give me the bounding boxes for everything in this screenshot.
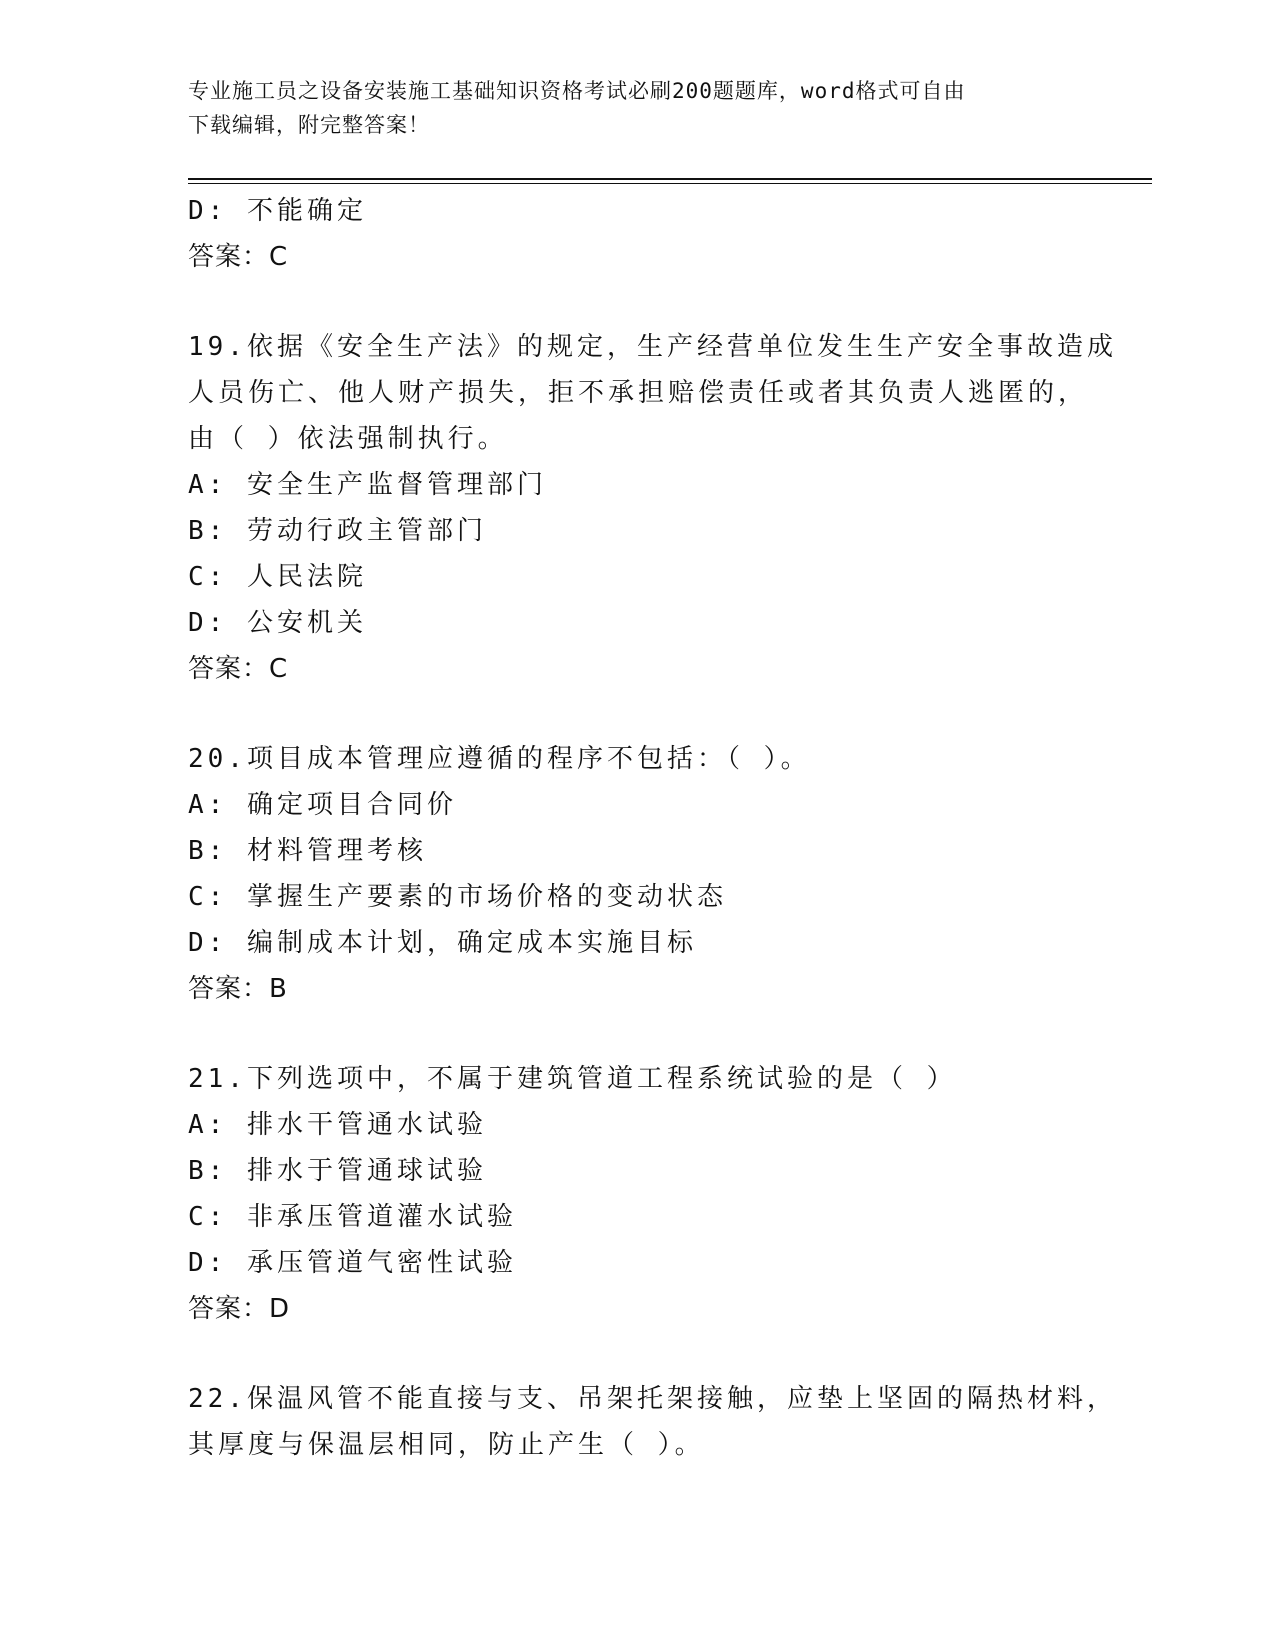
option-c: C: 掌握生产要素的市场价格的变动状态 (188, 882, 727, 912)
question-text: 21.下列选项中，不属于建筑管道工程系统试验的是（ ） (188, 1064, 957, 1094)
document-header (188, 74, 1068, 142)
header-divider-thin (188, 183, 1152, 184)
spacer (188, 1332, 1118, 1376)
question-21 (188, 1056, 1118, 1332)
option-b: B: 劳动行政主管部门 (188, 516, 487, 546)
option-d: D: 编制成本计划，确定成本实施目标 (188, 928, 697, 958)
spacer (188, 280, 1118, 324)
question-text: 20.项目成本管理应遵循的程序不包括：（ ）。 (188, 744, 811, 774)
spacer (188, 692, 1118, 736)
option-c: C: 非承压管道灌水试验 (188, 1202, 517, 1232)
option-b: B: 材料管理考核 (188, 836, 427, 866)
question-19 (188, 324, 1118, 692)
header-line-2: 下载编辑，附完整答案！ (188, 113, 430, 137)
option-b: B: 排水于管通球试验 (188, 1156, 487, 1186)
header-line-1: 专业施工员之设备安装施工基础知识资格考试必刷200题题库，word格式可自由 (188, 79, 966, 103)
answer-line: 答案：B (188, 974, 288, 1004)
option-a: A: 确定项目合同价 (188, 790, 457, 820)
option-a: A: 安全生产监督管理部门 (188, 470, 547, 500)
question-text: 其厚度与保温层相同，防止产生（ ）。 (188, 1430, 705, 1460)
question-22 (188, 1376, 1118, 1468)
answer-line: 答案：C (188, 654, 289, 684)
answer-line: 答案：D (188, 1294, 291, 1324)
question-text: 由（ ）依法强制执行。 (188, 424, 508, 454)
option-d: D: 公安机关 (188, 608, 367, 638)
header-divider-thick (188, 178, 1152, 180)
option-a: A: 排水干管通水试验 (188, 1110, 487, 1140)
answer-line: 答案：C (188, 242, 289, 272)
question-list (188, 188, 1118, 1468)
option-d: D: 不能确定 (188, 196, 367, 226)
question-text: 19.依据《安全生产法》的规定，生产经营单位发生生产安全事故造成 (188, 332, 1117, 362)
question-text: 人员伤亡、他人财产损失，拒不承担赔偿责任或者其负责人逃匿的， (188, 378, 1089, 408)
option-c: C: 人民法院 (188, 562, 367, 592)
spacer (188, 1012, 1118, 1056)
option-d: D: 承压管道气密性试验 (188, 1248, 517, 1278)
question-20 (188, 736, 1118, 1012)
question-text: 22.保温风管不能直接与支、吊架托架接触，应垫上坚固的隔热材料， (188, 1384, 1117, 1414)
